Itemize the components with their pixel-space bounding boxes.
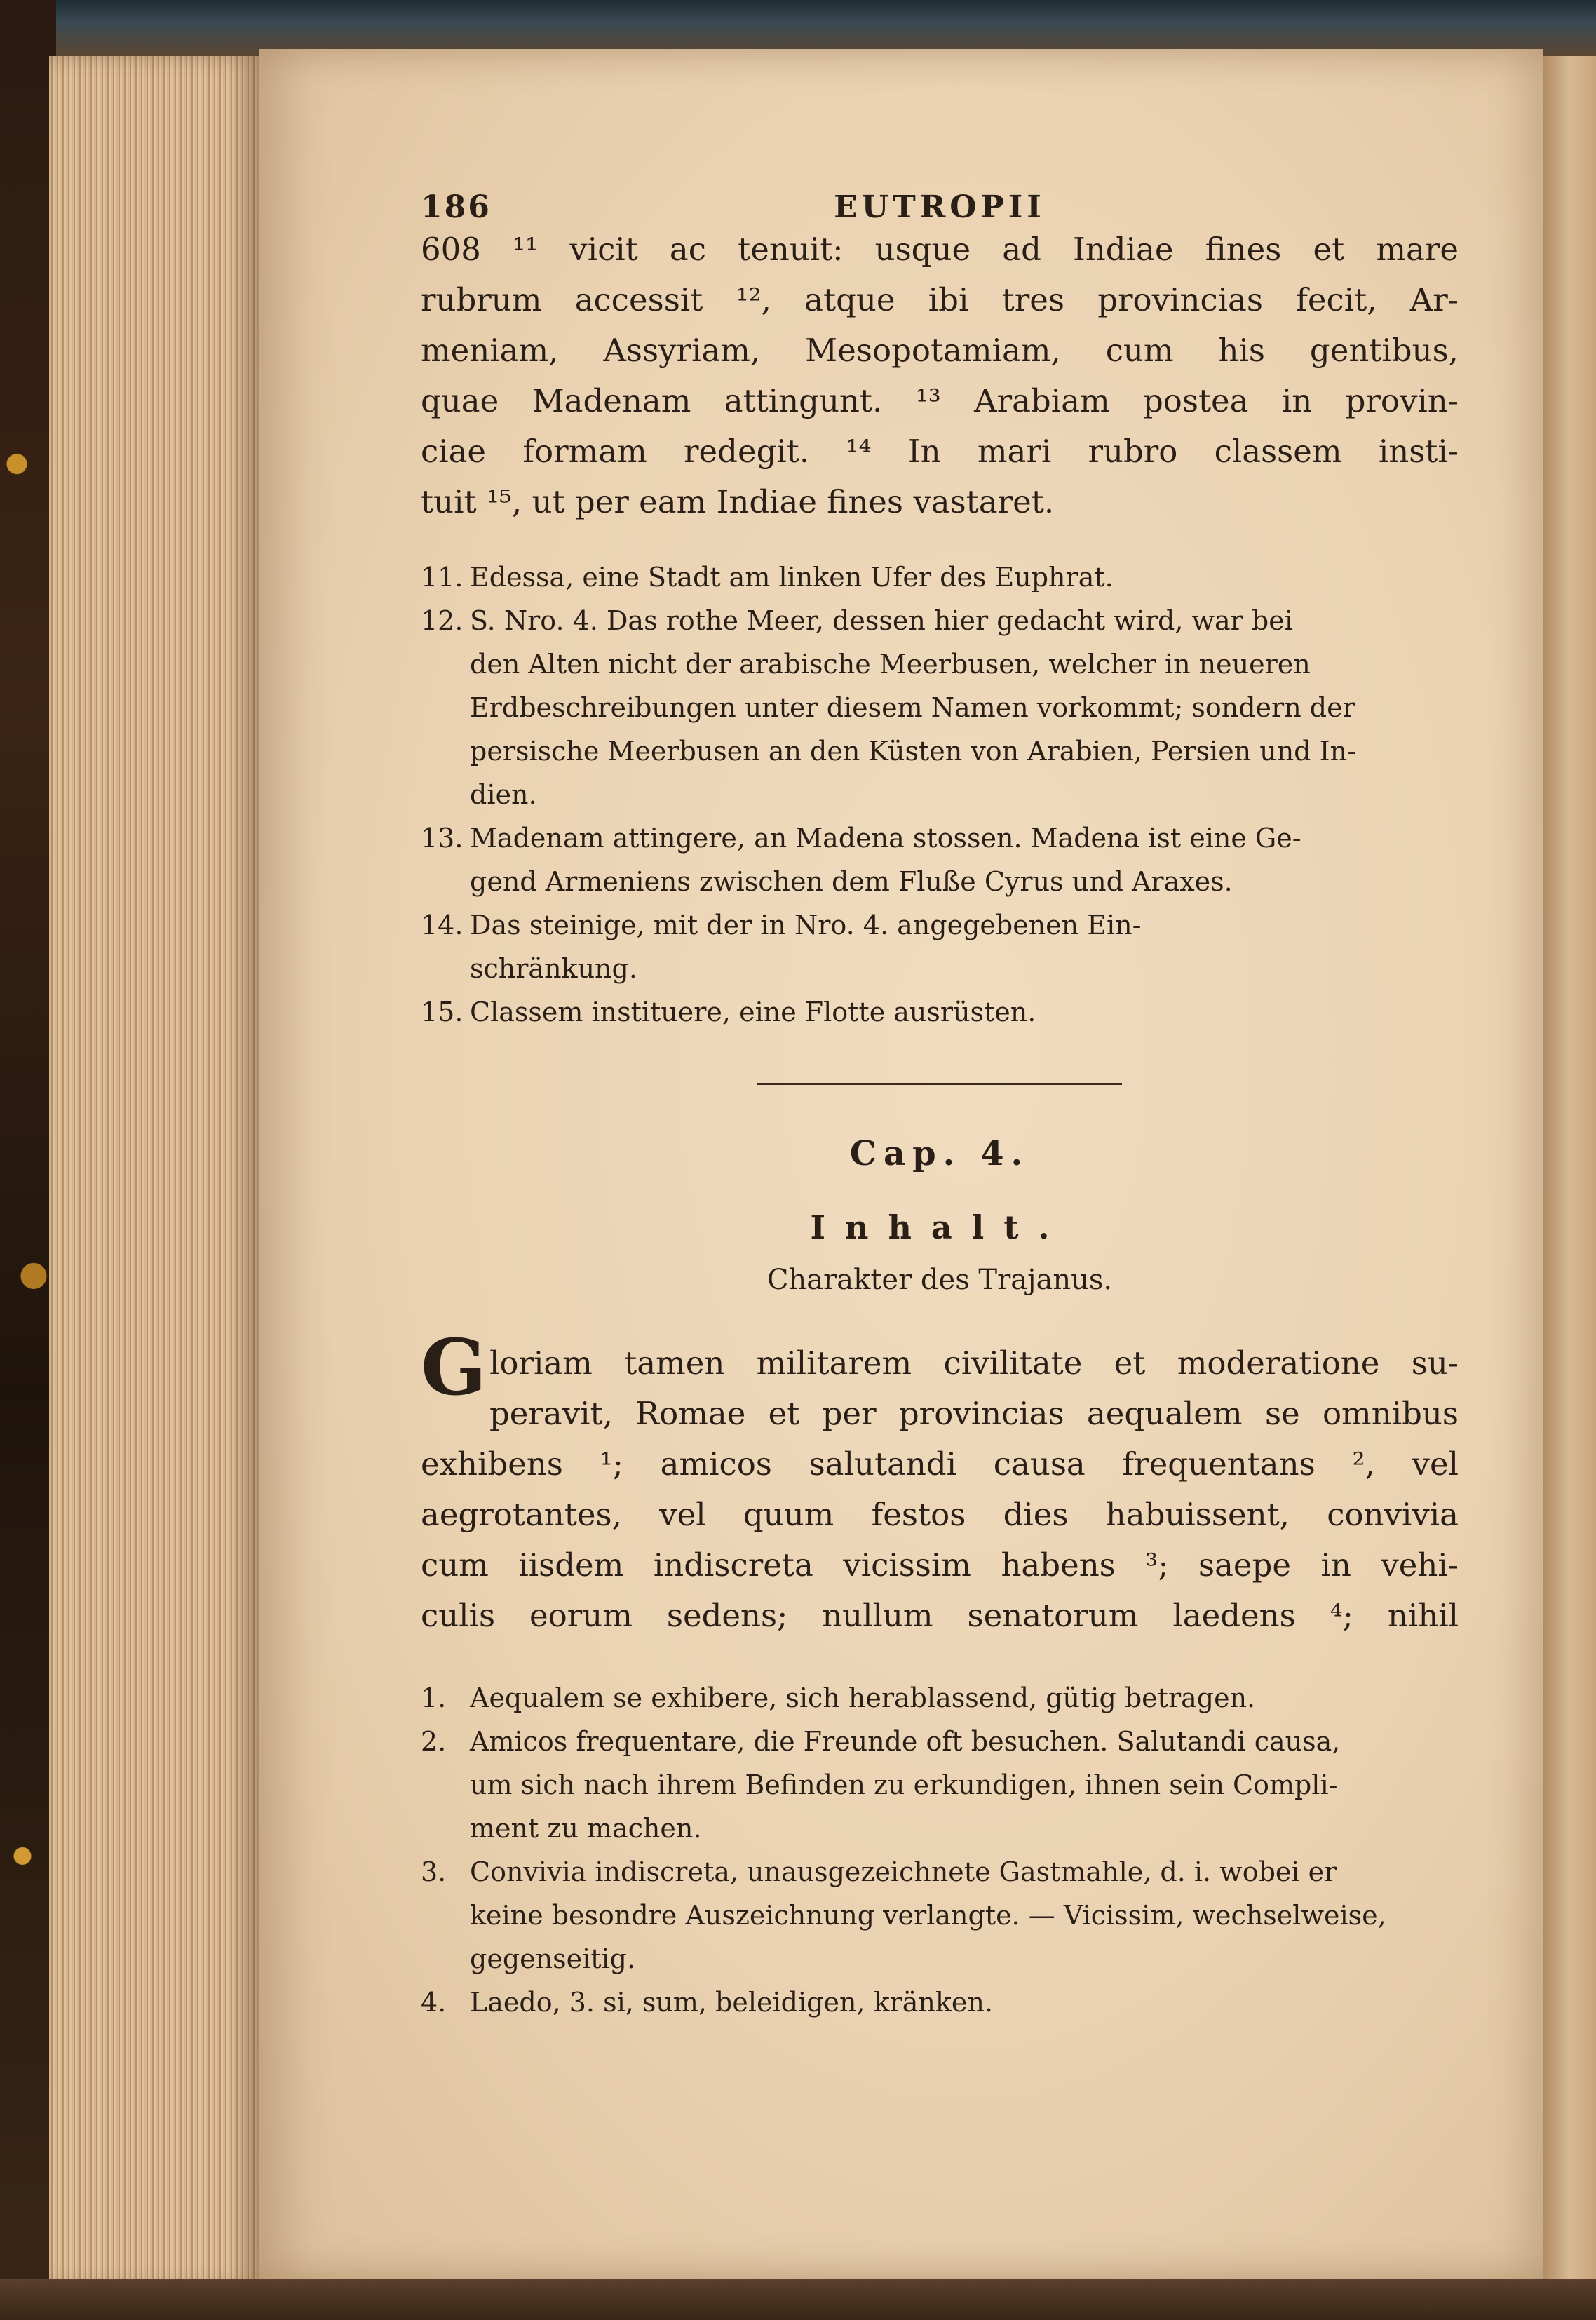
body-line: meniam, Assyriam, Mesopotamiam, cum his gentibus, xyxy=(421,332,1459,369)
footnote-number: 2. xyxy=(421,1726,447,1757)
chapter-line: culis eorum sedens; nullum senatorum laedens ⁴; nihil xyxy=(421,1597,1459,1634)
footnote-line: Das steinige, mit der in Nro. 4. angegebenen Ein- xyxy=(470,910,1142,940)
chapter-line: exhibens ¹; amicos salutandi causa frequentans ², vel xyxy=(421,1445,1459,1483)
chapter-subtitle: Charakter des Trajanus. xyxy=(766,1264,1113,1296)
body-text xyxy=(421,224,1459,527)
footnote-number: 14. xyxy=(421,910,464,940)
footnote-line: gegenseitig. xyxy=(470,1943,636,1974)
footnotes-bottom xyxy=(421,1676,1459,2024)
footnote xyxy=(421,903,1459,990)
drop-cap: G xyxy=(421,1322,487,1412)
footnote xyxy=(421,1676,1459,1720)
footnote-number: 15. xyxy=(421,997,464,1027)
footnote-line: Laedo, 3. si, sum, beleidigen, kränken. xyxy=(470,1987,993,2018)
footnote xyxy=(421,1850,1459,1981)
section-divider xyxy=(757,1083,1122,1085)
footnote-line: ment zu machen. xyxy=(470,1813,702,1844)
footnote xyxy=(421,555,1459,599)
footnote-line: Erdbeschreibungen unter diesem Namen vorkommt; sondern der xyxy=(470,692,1355,723)
chapter-line: peravit, Romae et per provincias aequalem se omnibus xyxy=(489,1395,1459,1432)
book-binding-left xyxy=(0,0,56,2320)
body-line: ciae formam redegit. ¹⁴ In mari rubro classem insti- xyxy=(421,433,1459,470)
running-title: EUTROPII xyxy=(834,189,1046,225)
chapter-heading: Cap. 4. xyxy=(849,1134,1030,1173)
footnote-number: 12. xyxy=(421,605,464,636)
footnotes-top xyxy=(421,555,1459,1034)
running-head xyxy=(421,175,1459,224)
footnote xyxy=(421,816,1459,903)
book-binding-top xyxy=(0,0,1596,56)
footnote xyxy=(421,1981,1459,2024)
footnote-number: 1. xyxy=(421,1682,447,1713)
footnote-line: Aequalem se exhibere, sich herablassend, gütig betragen. xyxy=(470,1682,1256,1713)
footnote-line: S. Nro. 4. Das rothe Meer, dessen hier gedacht wird, war bei xyxy=(470,605,1293,636)
footnote-line: persische Meerbusen an den Küsten von Arabien, Persien und In- xyxy=(470,736,1356,767)
body-line: rubrum accessit ¹², atque ibi tres provincias fecit, Ar- xyxy=(421,281,1459,318)
page-content xyxy=(421,175,1459,2024)
footnote xyxy=(421,599,1459,816)
footnote-number: 4. xyxy=(421,1987,447,2018)
footnote-number: 13. xyxy=(421,823,464,854)
body-line: 608 ¹¹ vicit ac tenuit: usque ad Indiae fines et mare xyxy=(421,231,1459,268)
chapter-line: aegrotantes, vel quum festos dies habuissent, convivia xyxy=(421,1496,1459,1533)
chapter-contents-label: Inhalt. xyxy=(810,1208,1069,1246)
footnote xyxy=(421,1720,1459,1850)
page-number: 186 xyxy=(421,189,492,225)
footnote-line: den Alten nicht der arabische Meerbusen, welcher in neueren xyxy=(470,649,1311,680)
footnote-line: Edessa, eine Stadt am linken Ufer des Euphrat. xyxy=(470,562,1114,593)
footnote-line: Convivia indiscreta, unausgezeichnete Gastmahle, d. i. wobei er xyxy=(470,1856,1337,1887)
footnote-line: dien. xyxy=(470,779,537,810)
body-line: quae Madenam attingunt. ¹³ Arabiam postea in provin- xyxy=(421,382,1459,419)
footnote-number: 3. xyxy=(421,1856,447,1887)
footnote-line: gend Armeniens zwischen dem Fluße Cyrus und Araxes. xyxy=(470,866,1233,897)
footnote-line: Classem instituere, eine Flotte ausrüsten. xyxy=(470,997,1036,1027)
footnote-line: keine besondre Auszeichnung verlangte. — Vicissim, wechselweise, xyxy=(470,1900,1386,1931)
next-page-edge xyxy=(1543,56,1596,2286)
footnote-number: 11. xyxy=(421,562,464,593)
chapter-text xyxy=(421,1322,1459,1641)
page-stack-edge xyxy=(49,56,262,2286)
footnote-line: schränkung. xyxy=(470,953,637,984)
footnote-line: Amicos frequentare, die Freunde oft besuchen. Salutandi causa, xyxy=(470,1726,1341,1757)
body-line: tuit ¹⁵, ut per eam Indiae fines vastaret. xyxy=(421,483,1055,520)
chapter-line: loriam tamen militarem civilitate et moderatione su- xyxy=(489,1344,1459,1382)
footnote xyxy=(421,990,1459,1034)
footnote-line: um sich nach ihrem Befinden zu erkundigen, ihnen sein Compli- xyxy=(470,1769,1338,1800)
footnote-line: Madenam attingere, an Madena stossen. Madena ist eine Ge- xyxy=(470,823,1301,854)
chapter-line: cum iisdem indiscreta vicissim habens ³; saepe in vehi- xyxy=(421,1546,1459,1584)
book-binding-bottom xyxy=(0,2279,1596,2320)
